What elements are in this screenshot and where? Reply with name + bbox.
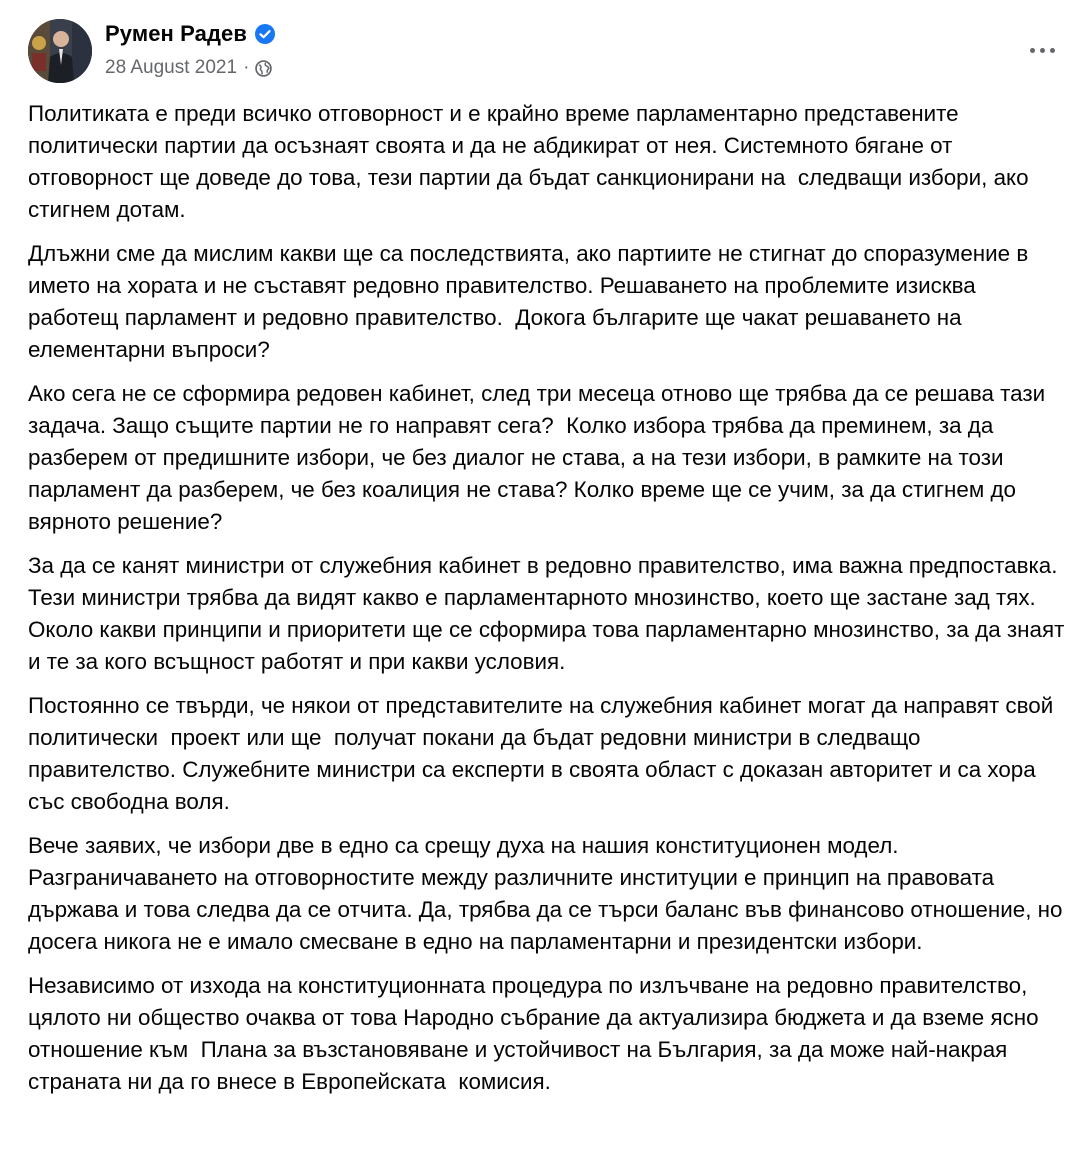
paragraph-3: Ако сега не се сформира редовен кабинет, след три месеца отново ще трябва да се решава тази задача. Защо същите партии не го направят сега? Колко избора трябва да преминем, за да разберем от предишните избори, че без диалог не става, а на тези избори, в рамките на този парламент да разберем, че без коалиция не става? Колко време ще се учим, за да стигнем до вярното решение? [28,381,1052,534]
more-dot [1050,48,1055,53]
paragraph-5: Постоянно се твърди, че някои от представителите на служебния кабинет могат да направят свой политически проект или ще получат покани да бъдат редовни министри в следващо правителство. Служебните министри са експерти в своята област с доказан авторитет и са хора със свободна воля. [28,693,1060,814]
meta-separator: · [243,57,250,78]
paragraph-4: За да се канят министри от служебния кабинет в редовно правителство, има важна предпоставка. Тези министри трябва да видят какво е парламентарното мнозинство, което ще застане зад тях. Около какви принципи и приоритети ще се сформира това парламентарно мнозинство, за да знаят и те за кого всъщност работят и при какви условия. [28,553,1071,674]
more-dot [1040,48,1045,53]
post-meta [105,57,272,79]
globe-icon[interactable] [255,60,272,77]
post-header [28,17,1062,87]
paragraph-6: Вече заявих, че избори две в едно са срещу духа на нашия конституционен модел. Разграничаването на отговорностите между различните институции е принцип на правовата държава и това следва да се отчита. Да, трябва да се търси баланс във финансово отношение, но досега никога не е имало смесване в едно на парламентарни и президентски избори. [28,833,1069,954]
paragraph-2: Длъжни сме да мислим какви ще са последствията, ако партиите не стигнат до споразумение в името на хората и не съставят редовно правителство. Решаването на проблемите изисква работещ парламент и редовно правителство. Докога българите ще чакат решаването на елементарни въпроси? [28,241,1035,362]
post-date[interactable]: 28 August 2021 [105,57,238,78]
paragraph-7: Независимо от изхода на конституционната процедура по излъчване на редовно правителство, цялото ни общество очаква от това Народно събрание да актуализира бюджета и да вземе ясно отношение към Плана за възстановяване и устойчивост на България, за да може най-накрая страната ни да го внесе в Европейската комисия. [28,973,1045,1094]
verified-badge-icon [255,24,275,44]
more-options-button[interactable] [1022,35,1062,65]
author-name-row [105,21,275,47]
post-body [28,98,1071,1110]
author-avatar[interactable] [28,19,92,83]
avatar-photo-icon [28,19,92,83]
more-options-icon [1030,48,1035,53]
paragraph-1: Политиката е преди всичко отговорност и е крайно време парламентарно представените политически партии да осъзнаят своята и да не абдикират от нея. Системното бягане от отговорност ще доведе до това, тези партии да бъдат санкционирани на следващи избори, ако стигнем дотам. [28,101,1035,222]
author-name[interactable]: Румен Радев [105,21,247,46]
